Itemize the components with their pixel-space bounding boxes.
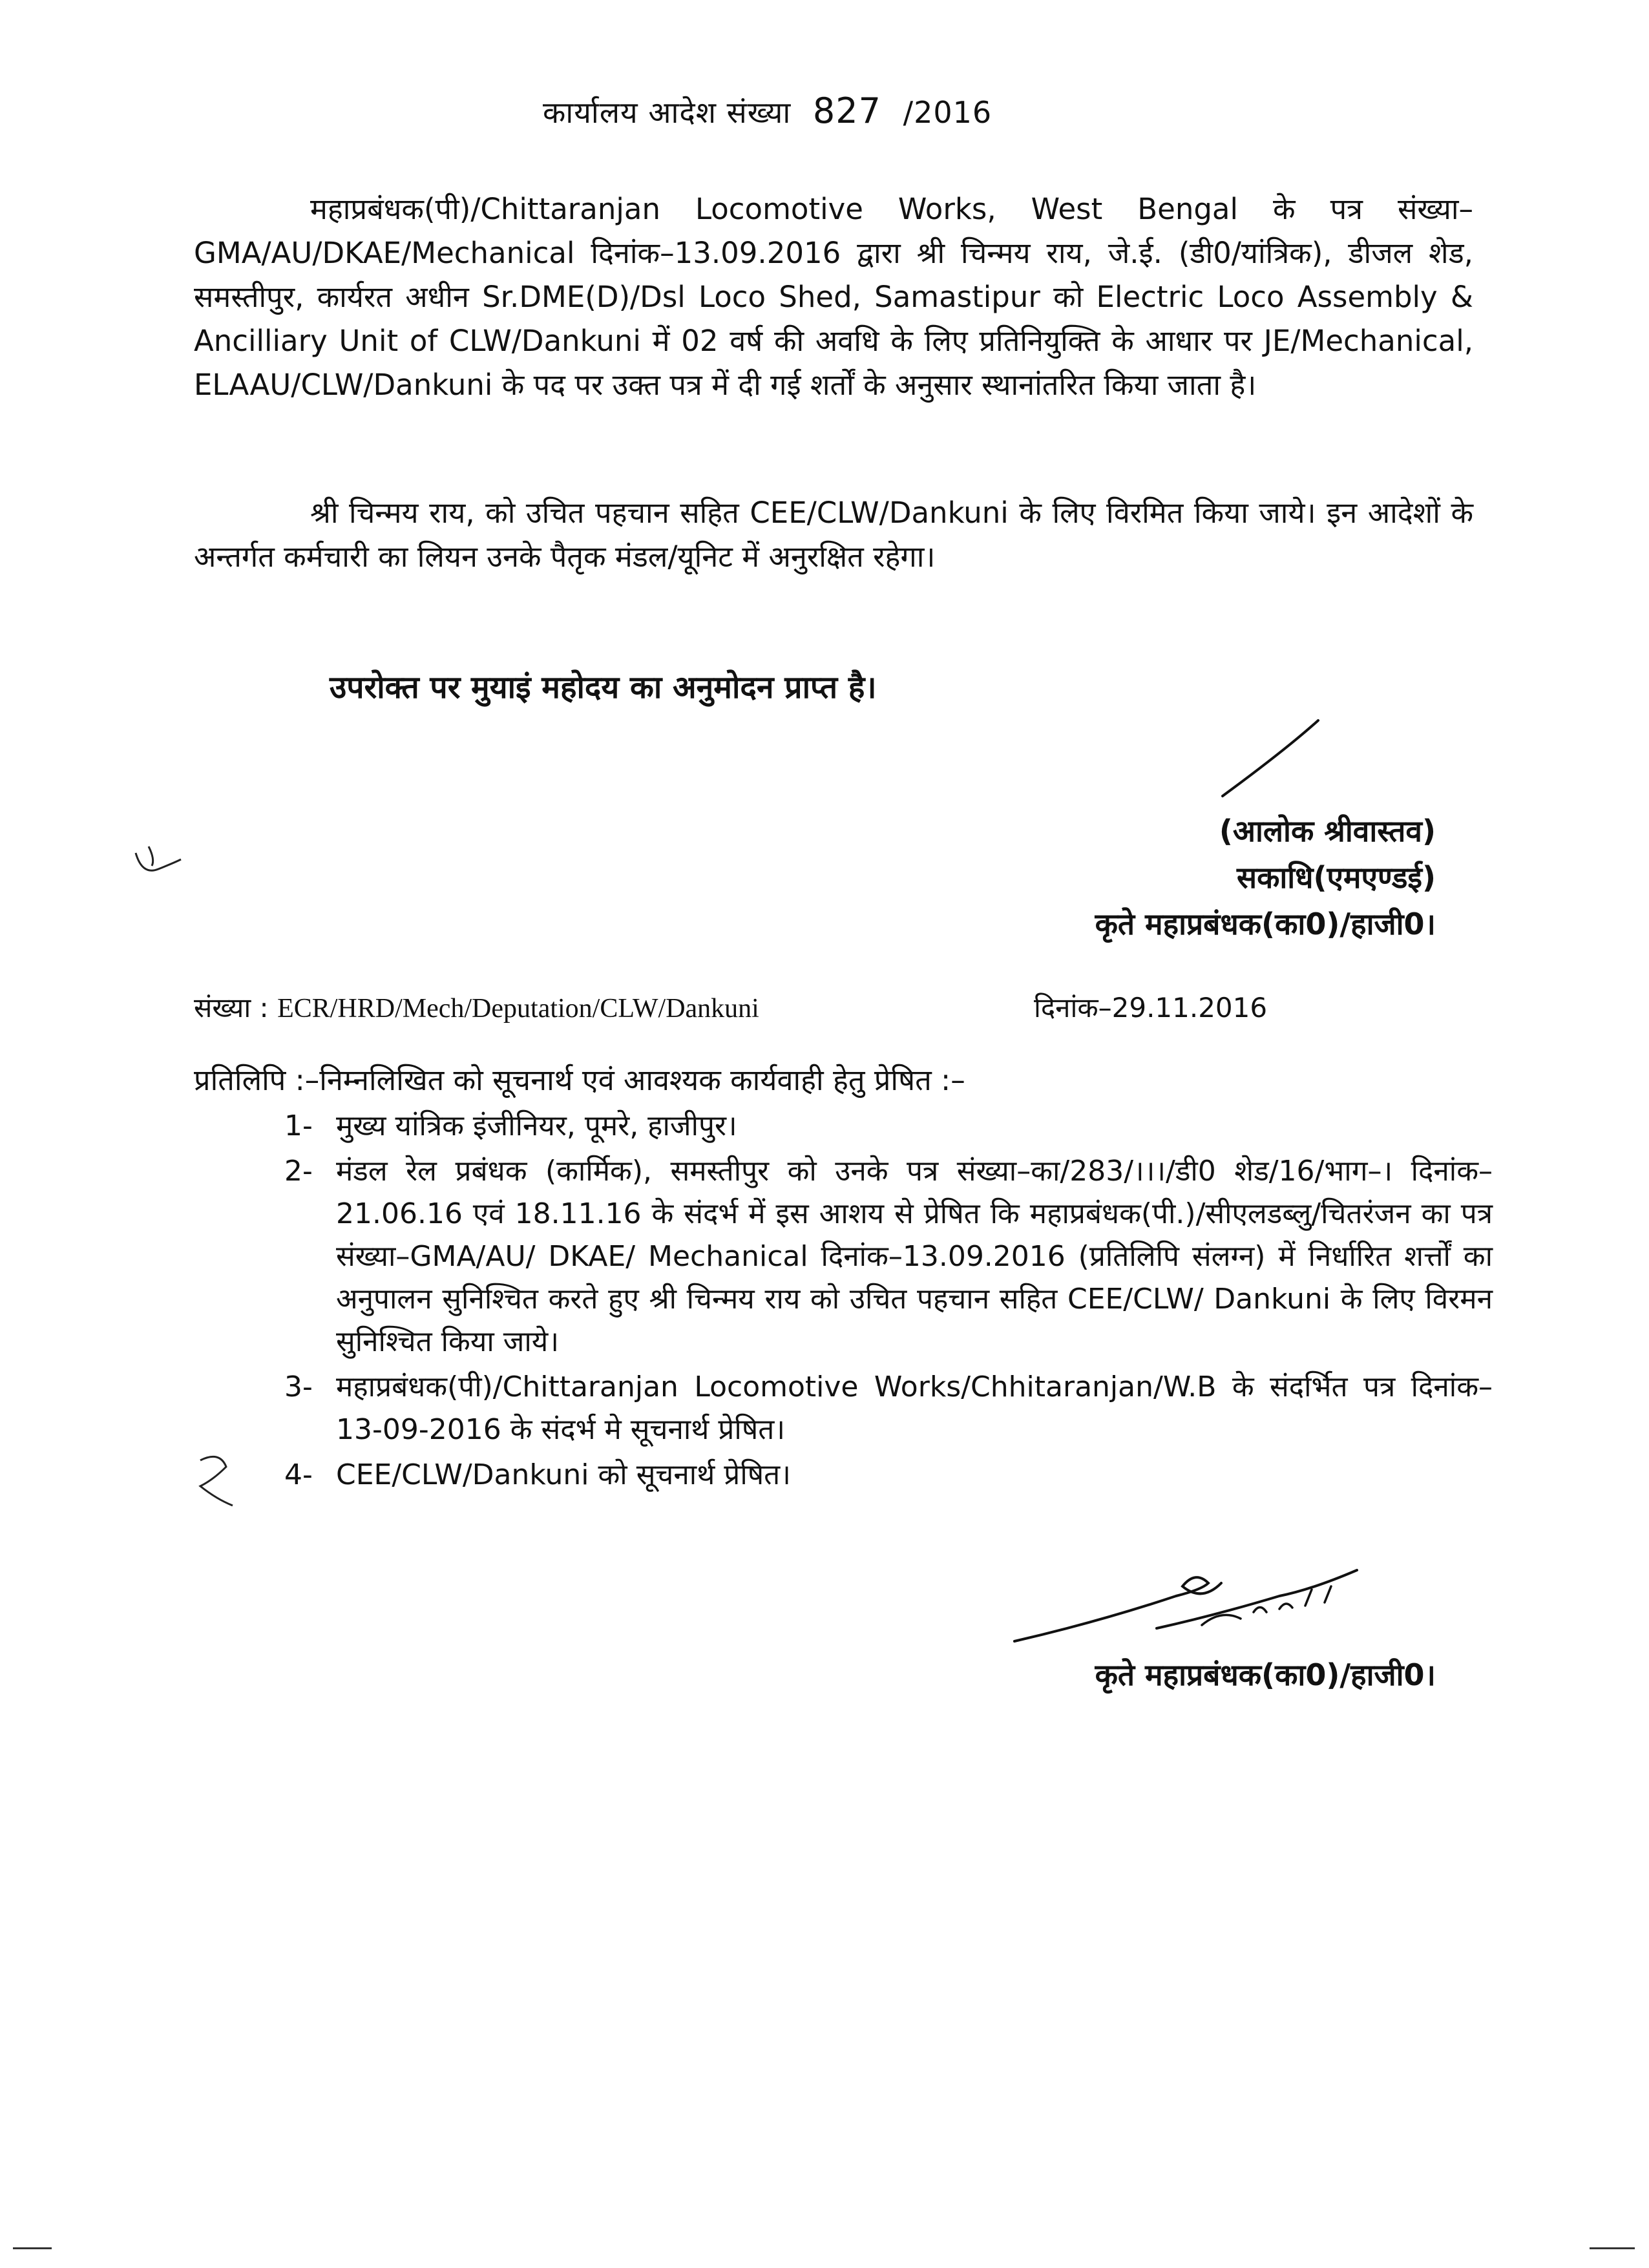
body-paragraph-2: श्री चिन्मय राय, को उचित पहचान सहित CEE/CLW/Dankuni के लिए विरमित किया जाये। इन आदेशों के अन्तर्गत कर्मचारी का लियन उनके पैतृक मंडल/यूनिट में अनुरक्षित रहेगा।: [194, 496, 1473, 574]
list-item-number: 2-: [284, 1155, 313, 1188]
bottom-edge-line: [1590, 2247, 1635, 2249]
handwritten-signature: [1008, 1557, 1370, 1661]
body-paragraph-1: महाप्रबंधक(पी)/Chittaranjan Locomotive Works, West Bengal के पत्र संख्या–GMA/AU/DKAE/Mechanical दिनांक–13.09.2016 द्वारा श्री चिन्मय राय, जे.ई. (डी0/यांत्रिक), डीजल शेड, समस्तीपुर, कार्यरत अधीन Sr.DME(D)/Dsl Loco Shed, Samastipur को Electric Loco Assembly & Ancilliary Unit of CLW/Dankuni में 02 वर्ष की अवधि के लिए प्रतिनियुक्ति के आधार पर JE/Mechanical, ELAAU/CLW/Dankuni के पद पर उक्त पत्र में दी गई शर्तों के अनुसार स्थानांतरित किया जाता है।: [194, 192, 1473, 402]
signatory-designation: सकाधि(एमएण्डई): [1236, 860, 1436, 895]
list-item-text: मुख्य यांत्रिक इंजीनियर, पूमरे, हाजीपुर।: [336, 1109, 737, 1142]
list-item-text: महाप्रबंधक(पी)/Chittaranjan Locomotive Works/Chhitaranjan/W.B के संदर्भित पत्र दिनांक–13-09-2016 के संदर्भ मे सूचनार्थ प्रेषित।: [336, 1370, 1493, 1446]
reference-date: दिनांक–29.11.2016: [1034, 992, 1268, 1024]
list-item: [284, 1150, 1493, 1363]
order-number: 827: [812, 90, 881, 131]
list-item-text: CEE/CLW/Dankuni को सूचनार्थ प्रेषित।: [336, 1458, 791, 1491]
approval-statement: उपरोक्त पर मुयाइं महोदय का अनुमोदन प्राप्त है।: [330, 669, 877, 706]
list-item: [284, 1105, 1493, 1148]
margin-tick-mark: [187, 1447, 246, 1512]
signatory-block: [1095, 808, 1436, 947]
reference-label: संख्या :: [194, 992, 269, 1024]
copy-list: [284, 1105, 1493, 1499]
list-item-number: 1-: [284, 1109, 313, 1142]
margin-mark: [129, 840, 187, 885]
signatory-name: (आलोक श्रीवास्तव): [1219, 814, 1436, 848]
order-year: /2016: [903, 95, 993, 130]
signature-mark: [1215, 717, 1325, 801]
list-item-number: 4-: [284, 1458, 313, 1491]
list-item-number: 3-: [284, 1370, 313, 1403]
reference-number: ECR/HRD/Mech/Deputation/CLW/Dankuni: [277, 994, 759, 1024]
order-title-prefix: कार्यालय आदेश संख्या: [543, 95, 792, 130]
closing-signatory-for: कृते महाप्रबंधक(का0)/हाजी0।: [1095, 1657, 1436, 1692]
copy-intro: प्रतिलिपि :–निम्नलिखित को सूचनार्थ एवं आवश्यक कार्यवाही हेतु प्रेषित :–: [194, 1063, 965, 1097]
bottom-edge-line: [13, 2247, 52, 2249]
order-title: [543, 90, 992, 132]
signatory-for: कृते महाप्रबंधक(का0)/हाजी0।: [1095, 907, 1436, 941]
list-item: [284, 1366, 1493, 1451]
list-item: [284, 1454, 1493, 1496]
reference-line: [194, 989, 1480, 1025]
list-item-text: मंडल रेल प्रबंधक (कार्मिक), समस्तीपुर को उनके पत्र संख्या–का/283/।।।/डी0 शेड/16/भाग–। दिनांक–21.06.16 एवं 18.11.16 के संदर्भ में इस आशय से प्रेषित कि महाप्रबंधक(पी.)/सीएलडब्लु/चितरंजन का पत्र संख्या–GMA/AU/ DKAE/ Mechanical दिनांक–13.09.2016 (प्रतिलिपि संलग्न) में निर्धारित शर्त्तों का अनुपालन सुनिश्चित करते हुए श्री चिन्मय राय को उचित पहचान सहित CEE/CLW/ Dankuni के लिए विरमन सुनिश्चित किया जाये।: [336, 1155, 1493, 1358]
